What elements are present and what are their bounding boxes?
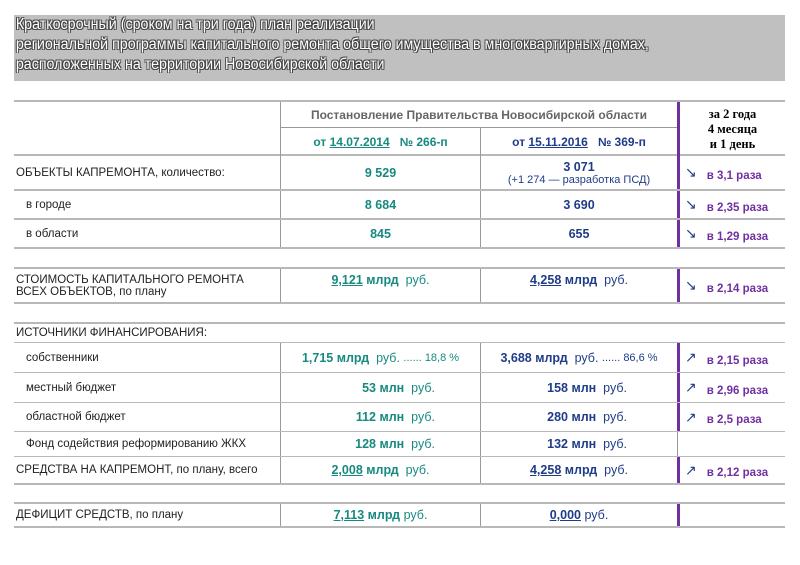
change-cell: ↘ в 3,1 раза	[677, 156, 785, 189]
row-label: в городе	[26, 198, 72, 211]
row-label: Фонд содействия реформированию ЖКХ	[26, 438, 247, 450]
value-2016: 158 млн руб.	[480, 373, 677, 402]
value-2014: 9,121 млрд руб.	[280, 269, 480, 302]
value-2016: 655	[480, 220, 677, 247]
value-2014: 112 млн руб.	[280, 403, 480, 431]
value-2014: 128 млн руб.	[280, 432, 480, 456]
value-2016: 3 690	[480, 191, 677, 218]
title-line: расположенных на территории Новосибирской области	[15, 56, 385, 73]
table-row	[14, 432, 785, 457]
row-label: ИСТОЧНИКИ ФИНАНСИРОВАНИЯ:	[16, 327, 208, 339]
header-col1: от 14.07.2014 № 266-п	[280, 128, 480, 156]
value-2014: 7,113 млрд руб.	[280, 504, 480, 526]
header-change: за 2 года 4 месяца и 1 день	[677, 102, 785, 156]
change-cell: ↗ в 2,5 раза	[677, 403, 785, 431]
arrow-up-icon: ↗	[685, 408, 697, 425]
table-row	[14, 502, 785, 528]
header-group: Постановление Правительства Новосибирской области	[280, 102, 677, 128]
value-2014: 845	[280, 220, 480, 247]
row-label: СРЕДСТВА НА КАПРЕМОНТ, по плану, всего	[16, 464, 258, 476]
table-row	[14, 267, 785, 304]
table-header	[14, 100, 785, 156]
table-row	[14, 191, 785, 220]
arrow-down-icon: ↘	[685, 277, 697, 293]
value-2014: 1,715 млрд руб. ...... 18,8 %	[280, 343, 480, 372]
table-row	[14, 342, 785, 373]
row-label: ДЕФИЦИТ СРЕДСТВ, по плану	[16, 509, 184, 521]
value-2014: 8 684	[280, 191, 480, 218]
title-line: региональной программы капитального ремонта общего имущества в многоквартирных домах,	[15, 36, 649, 53]
arrow-down-icon: ↘	[685, 196, 697, 212]
header-col2: от 15.11.2016 № 369-п	[480, 128, 677, 156]
change-cell: ↘ в 2,35 раза	[677, 191, 785, 218]
table-row	[14, 403, 785, 432]
value-2016: 0,000 руб.	[480, 504, 677, 526]
value-2016: 280 млн руб.	[480, 403, 677, 431]
arrow-down-icon: ↘	[685, 225, 697, 241]
value-2014: 2,008 млрд руб.	[280, 457, 480, 483]
change-cell: ↘ в 1,29 раза	[677, 220, 785, 247]
table-row	[14, 220, 785, 249]
table-row	[14, 457, 785, 485]
row-label: в области	[26, 227, 79, 240]
row-label: областной бюджет	[26, 411, 126, 423]
row-label: СТОИМОСТЬ КАПИТАЛЬНОГО РЕМОНТА ВСЕХ ОБЪЕКТОВ, по плану	[16, 273, 244, 298]
change-cell	[677, 432, 785, 456]
page-title	[14, 15, 785, 81]
value-2016: 4,258 млрд руб.	[480, 269, 677, 302]
title-line: Краткосрочный (сроком на три года) план реализации	[15, 16, 375, 33]
arrow-up-icon: ↗	[685, 349, 697, 365]
value-2014: 9 529	[280, 156, 480, 189]
change-cell	[677, 504, 785, 526]
value-2016: 3 071 (+1 274 — разработка ПСД)	[480, 156, 677, 189]
row-label: местный бюджет	[26, 381, 117, 394]
change-cell: ↘ в 2,14 раза	[677, 269, 785, 302]
change-cell: ↗ в 2,15 раза	[677, 343, 785, 372]
change-cell: ↗ в 2,96 раза	[677, 373, 785, 402]
change-cell: ↗ в 2,12 раза	[677, 457, 785, 483]
value-2014: 53 млн руб.	[280, 373, 480, 402]
arrow-down-icon: ↘	[685, 164, 697, 180]
arrow-up-icon: ↗	[685, 379, 697, 395]
row-label: собственники	[26, 351, 99, 364]
row-label: ОБЪЕКТЫ КАПРЕМОНТА, количество:	[16, 166, 225, 179]
value-2016: 4,258 млрд руб.	[480, 457, 677, 483]
table-row	[14, 373, 785, 403]
value-2016: 132 млн руб.	[480, 432, 677, 456]
value-2016: 3,688 млрд руб. ...... 86,6 %	[480, 343, 677, 372]
arrow-up-icon: ↗	[685, 461, 697, 478]
table-row	[14, 156, 785, 191]
table-row	[14, 322, 785, 343]
